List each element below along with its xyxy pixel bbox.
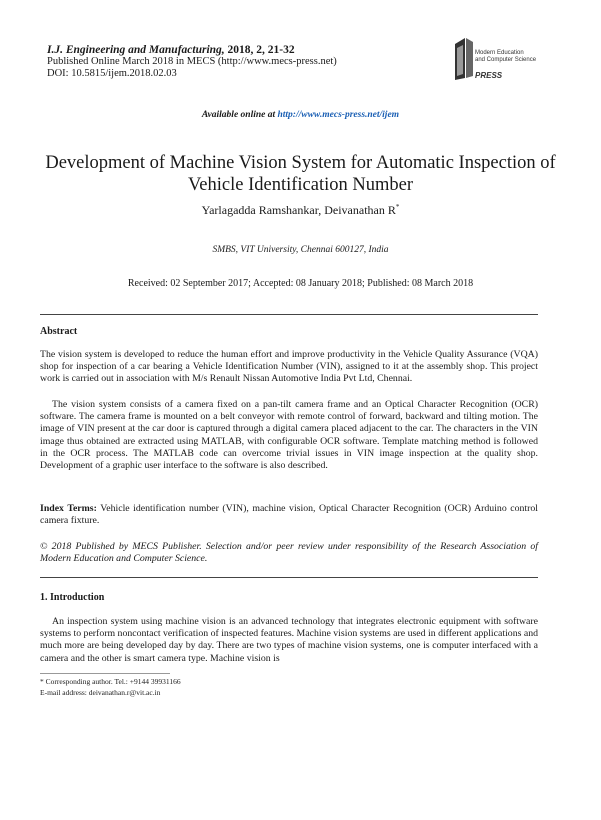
index-terms-label: Index Terms: xyxy=(40,503,97,514)
paper-title: Development of Machine Vision System for Automatic Inspection of Vehicle Identification Number xyxy=(45,153,556,195)
affiliation: SMBS, VIT University, Chennai 600127, India xyxy=(212,245,389,255)
divider xyxy=(40,577,538,578)
journal-title: I.J. Engineering and Manufacturing, xyxy=(47,44,225,56)
publication-dates: Received: 02 September 2017; Accepted: 08 January 2018; Published: 08 March 2018 xyxy=(127,278,474,289)
footnote-corresponding: * Corresponding author. Tel.: +9144 39931166 xyxy=(40,677,181,686)
introduction-heading: 1. Introduction xyxy=(40,592,105,603)
published-online: Published Online March 2018 in MECS (http://www.mecs-press.net) xyxy=(47,56,337,67)
index-terms-text: Vehicle identification number (VIN), machine vision, Optical Character Recognition (OCR) Arduino control camera fixture. xyxy=(40,503,539,527)
divider xyxy=(40,314,538,315)
mecs-press-logo xyxy=(453,30,553,86)
index-terms xyxy=(40,503,538,527)
doi: DOI: 10.5815/ijem.2018.02.03 xyxy=(47,68,177,79)
abstract-paragraph-1: The vision system is developed to reduce the human effort and improve productivity in the Vehicle Quality Assurance (VQA) shop for inspection of a car bearing a Vehicle Identification Number (VIN), assigned to it at the assembly shop. This project work is carried out in association with M/s Renault Nissan Automotive India Pvt Ltd, Chennai. xyxy=(40,349,538,385)
abstract-paragraph-2: The vision system consists of a camera fixed on a pan-tilt camera frame and an Optical Character Recognition (OCR) software. The camera frame is mounted on a belt conveyor with remote control of forward, backward and tilting motion. The image of VIN present at the car door is captured through a digital camera placed adjacent to the car. The characters in the VIN image thus obtained are extracted using MATLAB, with configurable OCR software. Template matching method is followed in the OCR process. The MATLAB code can overcome trivial issues in VIN image inspection at the quality shop. Development of a graphic user interface to the software is also described. xyxy=(40,399,538,472)
author-names: Yarlagadda Ramshankar, Deivanathan R xyxy=(201,203,396,217)
logo-press: PRESS xyxy=(475,71,503,80)
footnote-divider xyxy=(40,673,170,674)
introduction-paragraph-1: An inspection system using machine vision is an advanced technology that integrates electronic equipment with software systems to perform noncontact verification of inspected features. Machine vision systems are used in different applications and much more are being developed day by day. There are two types of machine vision systems, one is computer interfaced with a camera and the other is smart camera type. Machine vision is xyxy=(40,616,538,664)
availability-line xyxy=(0,110,601,120)
journal-citation xyxy=(47,44,447,56)
book-stack-icon xyxy=(453,34,477,82)
logo-text: Modern Education and Computer Science xyxy=(475,50,537,63)
footnote-email: E-mail address: deivanathan.r@vit.ac.in xyxy=(40,688,161,697)
journal-issue: 2018, 2, 21-32 xyxy=(227,44,295,56)
author-mark: * xyxy=(395,203,400,211)
copyright-notice: © 2018 Published by MECS Publisher. Selection and/or peer review under responsibility of the Research Association of Modern Education and Computer Science. xyxy=(40,541,538,565)
journal-header xyxy=(47,44,447,80)
abstract-heading: Abstract xyxy=(40,326,78,337)
journal-url-link[interactable]: http://www.mecs-press.net/ijem xyxy=(277,110,400,120)
availability-prefix: Available online at xyxy=(201,110,276,120)
authors xyxy=(0,203,601,218)
